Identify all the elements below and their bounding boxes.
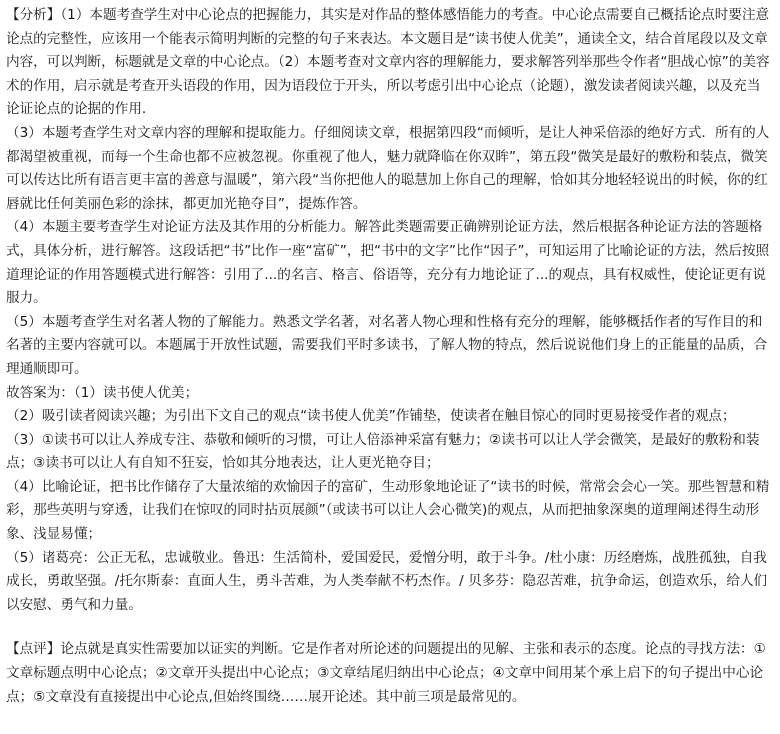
analysis-paragraph-3: （3）本题考查学生对文章内容的理解和提取能力。仔细阅读文章，根据第四段“而倾听，是让人神采倍添的绝好方式．所有的人都渴望被重视，而每一个生命也都不应被忽视。你重视了他人，魅力就降临在你双眸”，第五段“微笑是最好的敷粉和装点，微笑可以传达比所有语言更丰富的善意与温暖”，第六段“当你把他人的聪慧加上你自己的理解，恰如其分地轻轻说出的时候，你的红唇就比任何美丽色彩的涂抹，都更加光艳夺目”，提炼作答。 (6, 124, 770, 212)
comment-paragraph (6, 638, 774, 709)
answer-line-5: （5）诸葛亮：公正无私，忠诚敬业。鲁迅：生活简朴，爱国爱民，爱憎分明，敢于斗争。/杜小康：历经磨炼，战胜孤独，自我成长，勇敢坚强。/托尔斯泰：直面人生，勇斗苦难，为人类奉献不朽杰作。/ 贝多芬：隐忍苦难，抗争命运，创造欢乐，给人们以安慰、勇气和力量。 (6, 549, 768, 613)
answer-line-2: （2）吸引读者阅读兴趣；为引出下文自己的观点“读书使人优美”作铺垫，使读者在触目惊心的同时更易接受作者的观点； (6, 408, 736, 425)
comment-tag: 【点评】 (6, 641, 61, 658)
analysis-paragraph-5: （5）本题考查学生对名著人物的了解能力。熟悉文学名著，对名著人物心理和性格有充分的理解，能够概括作者的写作目的和名著的主要内容就可以。本题属于开放性试题，需要我们平时多读书，了解人物的特点，然后说说他们身上的正能量的品质，合理通顺即可。 (6, 313, 768, 377)
answer-line-4: （4）比喻论证，把书比作储存了大量浓缩的欢愉因子的富矿，生动形象地论证了“读书的时候，常常会会心一笑。那些智慧和精彩，那些英明与穿透，让我们在惊叹的同时拈页展颜”（或读书可以让人会心微笑)的观点，从而把抽象深奥的道理阐述得生动形象、浅显易懂； (6, 478, 770, 543)
analysis-intro: （1）本题考查学生对中心论点的把握能力，其实是对作品的整体感悟能力的考查。中心论点需要自己概括论点时要注意论点的完整性，应该用一个能表示简明判断的完整的句子来表达。本文题目是“读书使人优美”，通读全文，结合首尾段以及文章内容，可以判断，标题就是文章的中心论点。（2）本题考查对文章内容的理解能力，要求解答列举那些令作者“胆战心惊”的美容术的作用，启示就是考查开头语段的作用，因为语段位于开头，所以考虑引出中心论点（论题），激发读者阅读兴趣，以及充当论证论点的论据的作用． (6, 7, 770, 118)
answer-line-3: （3）①读书可以让人养成专注、恭敬和倾听的习惯，可让人倍添神采富有魅力；②读书可以让人学会微笑，是最好的敷粉和装点；③读书可以让人有自知不狂妄，恰如其分地表达，让人更光艳夺目； (6, 431, 760, 472)
analysis-paragraph-1 (6, 4, 774, 122)
section-spacer (6, 617, 774, 638)
comment-text: 论点就是真实性需要加以证实的判断。它是作者对所论述的问题提出的见解、主张和表示的态度。论点的寻找方法：①文章标题点明中心论点；②文章开头提出中心论点；③文章结尾归纳出中心论点；④文章中间用某个承上启下的句子提出中心论点；⑤文章没有直接提出中心论点,但始终围绕……展开论述。其中前三项是最常见的。 (6, 641, 766, 705)
answer-line-1: 故答案为：（1）读书使人优美； (6, 384, 199, 401)
analysis-tag: 【分析】 (6, 7, 61, 23)
analysis-paragraph-4: （4）本题主要考查学生对论证方法及其作用的分析能力。解答此类题需要正确辨别论证方法，然后根据各种论证方法的答题格式，具体分析，进行解答。这段话把“书”比作一座“富矿”，把“书中的文字”比作“因子”，可知运用了比喻论证的方法，然后按照道理论证的作用答题模式进行解答：引用了...的名言、格言、俗语等，充分有力地论证了...的观点，具有权威性，使论证更有说服力。 (6, 219, 770, 307)
